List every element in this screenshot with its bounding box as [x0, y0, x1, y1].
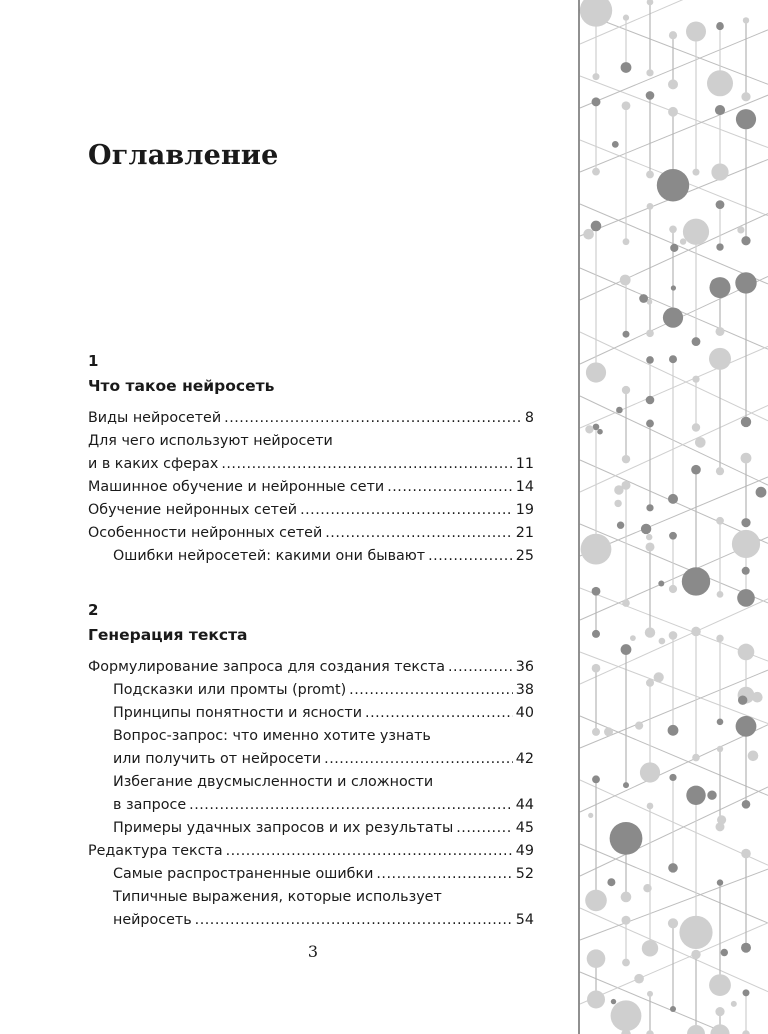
network-node	[691, 950, 700, 959]
network-node	[692, 754, 700, 762]
network-node	[614, 500, 621, 507]
network-node	[622, 386, 630, 394]
toc-entry	[88, 771, 534, 817]
toc-entry-page: 21	[515, 525, 534, 541]
network-node	[741, 417, 751, 427]
toc-entry-line	[113, 817, 534, 840]
network-node	[647, 991, 653, 997]
network-node	[643, 884, 651, 892]
network-node	[617, 522, 624, 529]
toc-chapter	[88, 599, 534, 932]
network-line	[580, 30, 768, 108]
network-node	[612, 141, 619, 148]
dot-leader	[387, 476, 513, 499]
network-node	[640, 762, 660, 782]
network-node	[597, 429, 603, 435]
dot-leader	[428, 545, 513, 568]
toc-entry-line	[113, 679, 534, 702]
network-node	[669, 631, 678, 640]
network-node	[715, 1007, 724, 1016]
network-node	[741, 849, 751, 859]
dot-leader	[376, 863, 512, 886]
network-node	[668, 918, 678, 928]
toc-entry-title: Избегание двусмысленности и сложности	[113, 774, 434, 790]
network-node	[646, 420, 654, 428]
network-node	[646, 396, 655, 405]
network-node	[687, 1025, 705, 1034]
network-node	[647, 0, 654, 5]
toc-entry-line	[113, 863, 534, 886]
network-node	[742, 800, 751, 809]
dot-leader	[226, 840, 513, 863]
network-node	[587, 990, 605, 1008]
network-node	[592, 97, 601, 106]
network-node	[669, 532, 677, 540]
toc-entry	[88, 430, 534, 476]
network-node	[717, 746, 723, 752]
network-node	[642, 940, 658, 956]
network-node	[647, 203, 654, 210]
network-node	[669, 225, 677, 233]
network-node	[691, 465, 701, 475]
network-node	[731, 1001, 737, 1007]
network-node	[646, 330, 654, 338]
network-node	[663, 308, 683, 328]
chapter-number: 1	[88, 352, 99, 370]
network-node	[716, 243, 723, 250]
network-line	[580, 780, 768, 865]
network-node	[741, 236, 750, 245]
toc-entry-page: 8	[524, 410, 534, 426]
network-node	[639, 294, 648, 303]
network-node	[611, 1000, 642, 1031]
network-node	[737, 226, 744, 233]
network-node	[622, 101, 631, 110]
network-node	[735, 272, 756, 293]
network-node	[670, 1006, 676, 1012]
network-node	[710, 1024, 729, 1034]
toc-entry-page: 49	[515, 843, 534, 859]
network-node	[591, 221, 602, 232]
network-node	[679, 916, 712, 949]
toc-entry	[88, 407, 534, 430]
network-node	[586, 362, 606, 382]
toc-entry	[88, 499, 534, 522]
network-node	[717, 719, 724, 726]
network-node	[646, 534, 652, 540]
network-node	[621, 892, 632, 903]
toc-entry-title: Принципы понятности и ясности	[113, 705, 363, 721]
network-node	[668, 107, 678, 117]
network-node	[741, 453, 752, 464]
network-node	[669, 355, 677, 363]
toc-entry-line	[88, 522, 534, 545]
network-node	[670, 244, 678, 252]
network-node	[741, 92, 750, 101]
network-node	[716, 517, 724, 525]
network-node	[717, 591, 724, 598]
network-node	[709, 348, 731, 370]
network-node	[641, 524, 651, 534]
network-node	[752, 692, 763, 703]
toc-entry-line	[88, 840, 534, 863]
network-line	[580, 670, 768, 748]
toc-entry-line	[113, 886, 534, 909]
toc-entry-page: 14	[515, 479, 534, 495]
network-line	[580, 652, 768, 724]
chapter-title: Генерация текста	[88, 626, 248, 644]
network-node	[592, 664, 601, 673]
dot-leader	[189, 794, 513, 817]
page-number: 3	[307, 942, 319, 961]
toc-entry	[88, 840, 534, 863]
network-line	[580, 405, 768, 492]
toc-entry-page: 11	[515, 456, 534, 472]
network-node	[669, 585, 677, 593]
network-node	[646, 679, 654, 687]
table-of-contents	[88, 350, 534, 963]
network-node	[646, 1030, 654, 1034]
network-node	[592, 775, 600, 783]
toc-entry-line	[88, 453, 534, 476]
network-node	[736, 109, 756, 129]
network-node	[622, 599, 630, 607]
toc-entry	[88, 679, 534, 702]
toc-entry-line	[88, 476, 534, 499]
toc-entry-title: Типичные выражения, которые использует	[113, 889, 442, 905]
toc-entry-line	[113, 794, 534, 817]
network-node	[711, 163, 728, 180]
network-node	[593, 73, 600, 80]
network-node	[732, 530, 760, 558]
network-node	[716, 200, 725, 209]
network-node	[621, 62, 632, 73]
dot-leader	[300, 499, 513, 522]
network-node	[736, 716, 757, 737]
dot-leader	[324, 748, 513, 771]
network-node	[717, 22, 724, 29]
network-decoration	[578, 0, 768, 1034]
network-node	[646, 356, 654, 364]
network-node	[707, 791, 716, 800]
toc-entry-line	[113, 771, 534, 794]
network-node	[658, 581, 664, 587]
dot-leader	[456, 817, 513, 840]
network-node	[709, 974, 731, 996]
network-node	[748, 751, 759, 762]
network-node	[646, 171, 654, 179]
network-node	[743, 17, 749, 23]
network-node	[711, 279, 722, 290]
toc-entry-title: и в каких сферах	[88, 456, 219, 472]
network-node	[715, 105, 725, 115]
network-node	[716, 635, 723, 642]
network-node	[614, 485, 623, 494]
toc-entry	[88, 817, 534, 840]
chapter-number: 2	[88, 601, 99, 619]
toc-entry-page: 52	[515, 866, 534, 882]
toc-entry-page: 25	[515, 548, 534, 564]
toc-entry-line	[113, 748, 534, 771]
dot-leader	[325, 522, 513, 545]
network-node	[635, 722, 643, 730]
network-node	[622, 455, 630, 463]
network-node	[654, 672, 664, 682]
toc-entry-page: 38	[515, 682, 534, 698]
network-node	[717, 879, 723, 885]
toc-entry-title: Особенности нейронных сетей	[88, 525, 323, 541]
network-node	[646, 91, 655, 100]
network-node	[657, 169, 689, 201]
network-node	[738, 644, 755, 661]
network-node	[741, 943, 751, 953]
toc-entry-line	[113, 545, 534, 568]
toc-entry	[88, 702, 534, 725]
toc-entry-title: Для чего используют нейросети	[88, 433, 333, 449]
network-line	[580, 725, 768, 812]
network-node	[741, 518, 750, 527]
network-node	[585, 890, 607, 912]
network-node	[680, 238, 686, 244]
network-node	[671, 285, 676, 290]
network-node	[592, 587, 601, 596]
dot-leader	[221, 453, 512, 476]
network-node	[620, 275, 631, 286]
toc-entry-title: нейросеть	[113, 912, 192, 928]
toc-chapter	[88, 350, 534, 568]
network-node	[623, 782, 629, 788]
toc-entry-line	[88, 430, 534, 453]
toc-entry-page: 36	[515, 659, 534, 675]
network-node	[756, 487, 767, 498]
network-node	[716, 467, 724, 475]
toc-entry-title: Подсказки или промты (promt)	[113, 682, 347, 698]
network-node	[592, 728, 600, 736]
network-node	[717, 815, 726, 824]
network-node	[593, 424, 600, 431]
network-node	[583, 229, 594, 240]
toc-entry-page: 45	[515, 820, 534, 836]
toc-entry-line	[113, 725, 534, 748]
network-node	[592, 630, 600, 638]
network-node	[630, 635, 636, 641]
network-node	[623, 331, 630, 338]
toc-entry	[88, 476, 534, 499]
network-node	[695, 437, 706, 448]
network-line	[580, 332, 768, 421]
network-node	[707, 70, 733, 96]
toc-entry	[88, 656, 534, 679]
toc-entry	[88, 522, 534, 545]
network-line	[580, 923, 768, 1004]
toc-entry-title: или получить от нейросети	[113, 751, 322, 767]
toc-entry-title: Вопрос-запрос: что именно хотите узнать	[113, 728, 431, 744]
network-node	[646, 504, 653, 511]
toc-entry-line	[113, 702, 534, 725]
toc-entry-title: Редактура текста	[88, 843, 223, 859]
network-line	[580, 95, 768, 172]
network-node	[587, 949, 606, 968]
toc-entry-title: в запросе	[113, 797, 187, 813]
network-node	[692, 423, 700, 431]
dot-leader	[349, 679, 513, 702]
toc-entry-page: 54	[515, 912, 534, 928]
network-line	[580, 12, 768, 84]
toc-entry-page: 40	[515, 705, 534, 721]
toc-entry	[88, 725, 534, 771]
network-node	[659, 638, 666, 645]
network-node	[742, 1030, 750, 1034]
toc-entry-title: Формулирование запроса для создания текста	[88, 659, 446, 675]
network-node	[585, 425, 593, 433]
chapter-title: Что такое нейросеть	[88, 377, 275, 395]
network-node	[668, 863, 678, 873]
network-node	[668, 79, 678, 89]
network-node	[682, 567, 710, 595]
network-node	[716, 327, 725, 336]
network-node	[668, 725, 679, 736]
network-node	[581, 534, 612, 565]
network-node	[686, 786, 705, 805]
dot-leader	[195, 909, 513, 932]
network-node	[607, 878, 615, 886]
toc-entry-title: Машинное обучение и нейронные сети	[88, 479, 385, 495]
network-node	[692, 376, 699, 383]
toc-entry-line	[88, 407, 534, 430]
network-node	[621, 644, 632, 655]
network-line	[580, 396, 768, 485]
network-node	[692, 337, 701, 346]
toc-entry-line	[113, 909, 534, 932]
toc-entry	[88, 886, 534, 932]
network-node	[686, 21, 706, 41]
network-node	[742, 567, 750, 575]
toc-entry-title: Примеры удачных запросов и их результаты	[113, 820, 454, 836]
toc-entry-title: Ошибки нейросетей: какими они бывают	[113, 548, 426, 564]
toc-entry	[88, 545, 534, 568]
network-node	[623, 15, 629, 21]
network-node	[683, 219, 709, 245]
network-line	[580, 869, 768, 940]
dot-leader	[224, 407, 522, 430]
toc-entry-title: Самые распространенные ошибки	[113, 866, 374, 882]
network-node	[669, 774, 676, 781]
toc-entry-page: 44	[515, 797, 534, 813]
network-node	[622, 916, 631, 925]
network-node	[645, 627, 655, 637]
network-line	[580, 599, 768, 684]
network-node	[743, 989, 750, 996]
network-node	[693, 169, 700, 176]
toc-entry	[88, 863, 534, 886]
toc-entry-page: 19	[515, 502, 534, 518]
network-node	[646, 69, 653, 76]
toc-entry-title: Виды нейросетей	[88, 410, 222, 426]
network-node	[737, 589, 755, 607]
network-node	[668, 494, 678, 504]
toc-entry-line	[88, 499, 534, 522]
dot-leader	[448, 656, 513, 679]
network-node	[604, 727, 613, 736]
network-node	[623, 238, 630, 245]
network-line	[580, 787, 768, 876]
network-node	[634, 974, 644, 984]
toc-entry-page: 42	[515, 751, 534, 767]
network-node	[647, 803, 654, 810]
dot-leader	[365, 702, 513, 725]
network-node	[611, 999, 616, 1004]
network-node	[691, 627, 701, 637]
network-node	[616, 407, 623, 414]
network-node	[646, 542, 655, 551]
network-node	[622, 959, 630, 967]
toc-entry-line	[88, 656, 534, 679]
network-node	[721, 949, 728, 956]
network-node	[588, 813, 593, 818]
network-line	[580, 972, 768, 1034]
toc-entry-title: Обучение нейронных сетей	[88, 502, 298, 518]
network-node	[610, 822, 643, 855]
network-node	[592, 168, 600, 176]
page-title: Оглавление	[88, 140, 279, 171]
network-node	[738, 696, 747, 705]
network-node	[669, 31, 677, 39]
